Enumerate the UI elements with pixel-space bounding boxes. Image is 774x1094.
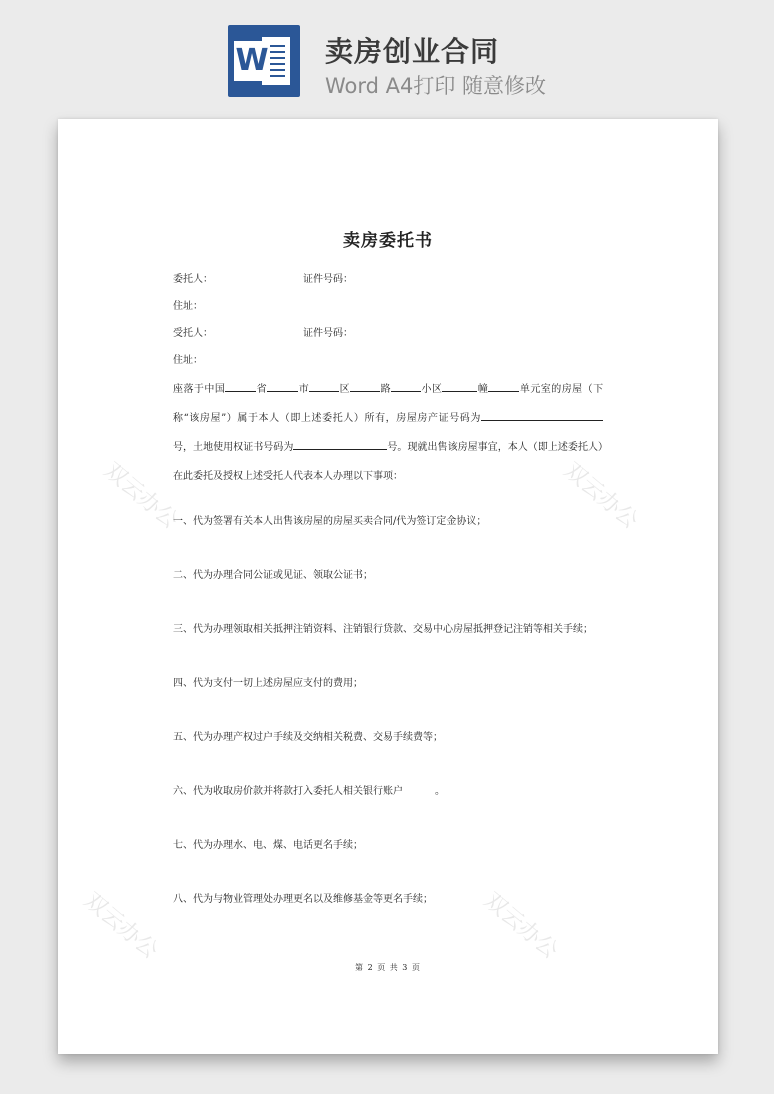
watermark: 双云办公 xyxy=(98,458,183,534)
list-item: 二、代为办理合同公证或见证、领取公证书； xyxy=(173,570,373,581)
watermark: 双云办公 xyxy=(558,458,643,534)
word-icon xyxy=(228,25,300,97)
property-paragraph: 座落于中国 省 市 区 路 小区 幢 单元室的房屋（下称“该房屋”）属于本人（即上述委托人）所有，房屋房产证号码为号，土地使用权证书号码为 号。现就出售该房屋事宜，本人（即上述委托人）在此委托及授权上述受托人代表本人办理以下事项： xyxy=(173,375,603,491)
principal-label: 委托人： xyxy=(173,274,213,285)
header xyxy=(0,0,774,110)
list-item: 四、代为支付一切上述房屋应支付的费用； xyxy=(173,678,363,689)
principal-id-label: 证件号码： xyxy=(303,274,353,285)
list-item: 三、代为办理领取相关抵押注销资料、注销银行贷款、交易中心房屋抵押登记注销等相关手续； xyxy=(173,624,593,635)
agent-id-label: 证件号码： xyxy=(303,328,353,339)
agent-label: 受托人： xyxy=(173,328,213,339)
list-item: 八、代为与物业管理处办理更名以及维修基金等更名手续； xyxy=(173,894,433,905)
list-item: 五、代为办理产权过户手续及交纳相关税费、交易手续费等； xyxy=(173,732,443,743)
agent-address-label: 住址： xyxy=(173,355,203,366)
document-title: 卖房委托书 xyxy=(343,231,433,251)
list-item: 七、代为办理水、电、煤、电话更名手续； xyxy=(173,840,363,851)
watermark: 双云办公 xyxy=(78,888,163,964)
principal-address-label: 住址： xyxy=(173,301,203,312)
word-letter: W xyxy=(234,41,270,81)
watermark: 双云办公 xyxy=(478,888,563,964)
header-title: 卖房创业合同 xyxy=(325,35,500,68)
item-six-text: 六、代为收取房价款并将款打入委托人相关银行账户 xyxy=(173,786,403,797)
list-item: 一、代为签署有关本人出售该房屋的房屋买卖合同/代为签订定金协议； xyxy=(173,516,487,527)
document-page xyxy=(58,119,718,1054)
item-six-suffix: 。 xyxy=(435,786,445,797)
page-footer: 第 2 页 共 3 页 xyxy=(355,963,421,972)
header-subtitle: Word A4打印 随意修改 xyxy=(325,74,547,98)
list-item xyxy=(173,785,445,799)
